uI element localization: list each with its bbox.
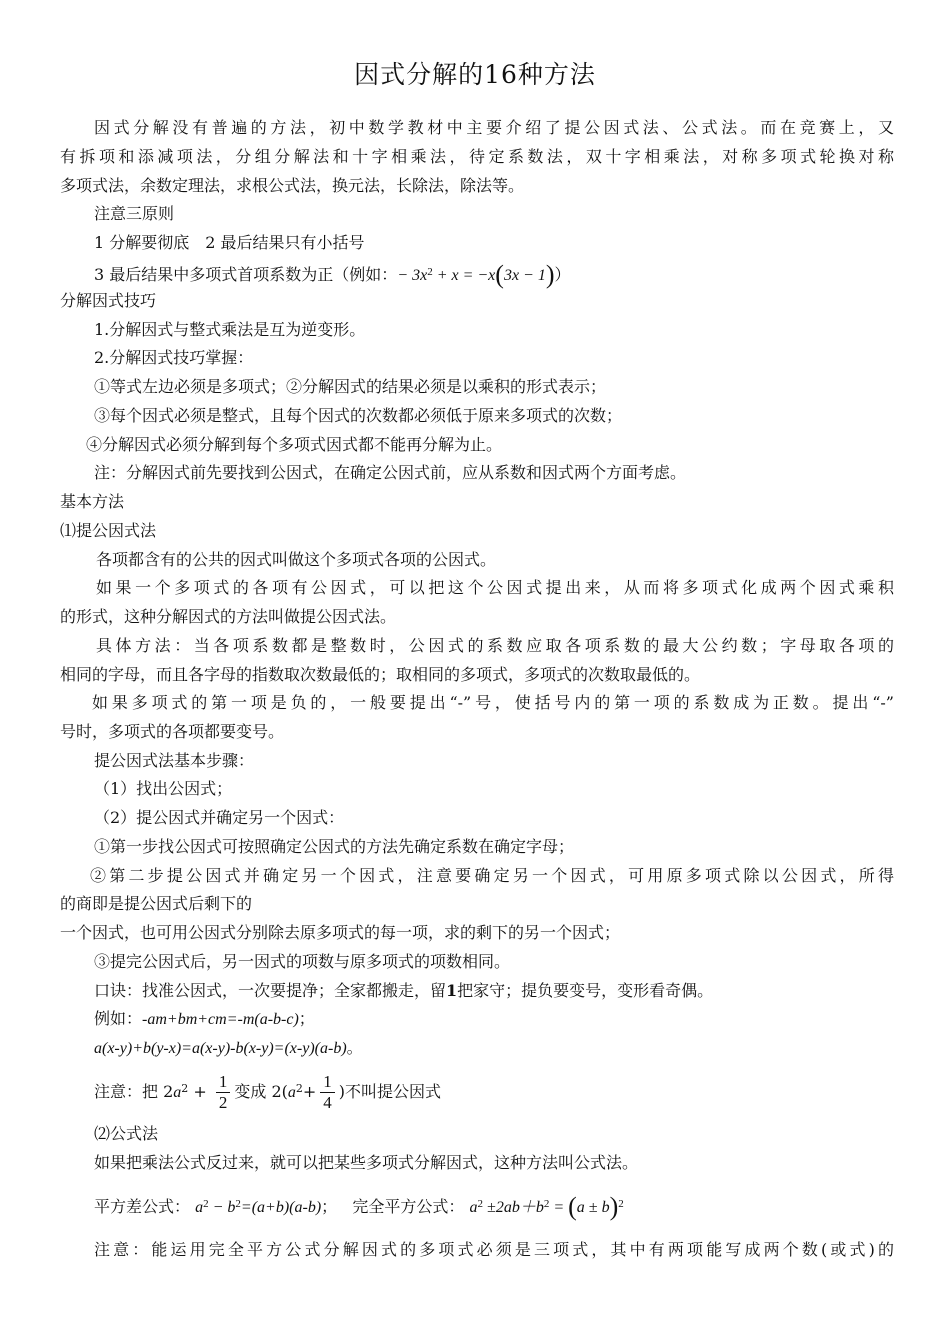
example-formula: − $3x^2 + x = -x(3x - 1)$ xyxy=(397,260,555,289)
method-1-para-2-line-1: 如果一个多项式的各项有公因式，可以把这个公因式提出来，从而将多项式化成两个因式乘积 xyxy=(96,578,894,597)
skill-item-3: ③每个因式必须是整式，且每个因式的次数都必须低于原来多项式的次数； xyxy=(94,406,623,425)
principles-1-2: 1 分解要彻底 2 最后结果只有小括号 xyxy=(94,233,365,252)
method-1-heading: ⑴提公因式法 xyxy=(60,521,157,540)
method-1-para-4-line-2: 号时，多项式的各项都要变号。 xyxy=(60,722,285,741)
page-title: 因式分解的16种方法 xyxy=(354,60,596,89)
principle-3-text: 3 最后结果中多项式首项系数为正（例如： xyxy=(94,265,398,284)
method-1-step-2a: ①第一步找公因式可按照确定公因式的方法先确定系数在确定字母； xyxy=(94,837,575,856)
method-1-rhyme: 口诀：找准公因式，一次要提净；全家都搬走，留1把家守；提负要变号，变形看奇偶。 xyxy=(94,981,714,1000)
method-1-para-1: 各项都含有的公共的因式叫做这个多项式各项的公因式。 xyxy=(96,550,497,569)
perfect-square: $a^2 \pm 2ab+b^2 = (a \pm b)^2$ xyxy=(469,1192,624,1221)
method-1-step-1: （1）找出公因式； xyxy=(94,779,233,798)
principle-3 xyxy=(94,261,894,287)
method-2-formulas: 平方差公式： $a^2 - b^2=(a+b)(a-b)$； 完全平方公式： $a^2 \pm 2ab+b^2 = (a \pm b)^2$ xyxy=(94,1192,624,1221)
skill-1: 1.分解因式与整式乘法是互为逆变形。 xyxy=(94,320,366,339)
skill-item-1-2: ①等式左边必须是多项式；②分解因式的结果必须是以乘积的形式表示； xyxy=(94,377,607,396)
method-1-para-3-line-2: 相同的字母，而且各字母的指数取次数最低的；取相同的多项式，多项式的次数取最低的。 xyxy=(60,665,701,684)
difference-of-squares: $a^2 - b^2=(a+b)(a-b)$ xyxy=(195,1198,322,1216)
intro-line-1: 因式分解没有普遍的方法，初中数学教材中主要介绍了提公因式法、公式法。而在竞赛上，又 xyxy=(94,118,894,137)
skills-heading: 分解因式技巧 xyxy=(60,291,157,310)
method-2-heading: ⑵公式法 xyxy=(94,1124,159,1143)
method-1-note: 注意：把 $2a^2$ + $\frac{1}{2}$ 变成 $2(a^2+$ $\frac{1}{4}$ )不叫提公因式 xyxy=(94,1072,442,1112)
method-1-step-2b-line-3: 一个因式，也可用公因式分别除去原多项式的每一项，求的剩下的另一个因式； xyxy=(60,923,621,942)
principles-heading: 注意三原则 xyxy=(94,204,175,223)
method-1-steps-heading: 提公因式法基本步骤： xyxy=(94,751,255,770)
method-1-para-3-line-1: 具体方法：当各项系数都是整数时，公因式的系数应取各项系数的最大公约数；字母取各项的 xyxy=(96,636,894,655)
method-1-step-2b-line-2: 的商即是提公因式后剩下的 xyxy=(60,894,253,913)
method-1-example-2: a(x-y)+b(y-x)=a(x-y)-b(x-y)=(x-y)(a-b)。 xyxy=(94,1038,363,1057)
principle-3-close: ） xyxy=(554,265,571,284)
intro-line-3: 多项式法，余数定理法，求根公式法，换元法，长除法，除法等。 xyxy=(60,176,525,195)
method-1-step-2c: ③提完公因式后，另一因式的项数与原多项式的项数相同。 xyxy=(94,952,511,971)
fraction-one-quarter: $\frac{1}{4}$ xyxy=(320,1072,335,1113)
method-1-example-1: 例如：-am+bm+cm=-m(a-b-c)； xyxy=(94,1009,315,1028)
intro-line-2: 有拆项和添减项法，分组分解法和十字相乘法，待定系数法，双十字相乘法，对称多项式轮换对称 xyxy=(60,147,894,166)
method-2-para-1: 如果把乘法公式反过来，就可以把某些多项式分解因式，这种方法叫公式法。 xyxy=(94,1153,639,1172)
skill-2: 2.分解因式技巧掌握： xyxy=(94,348,254,367)
method-1-para-2-line-2: 的形式，这种分解因式的方法叫做提公因式法。 xyxy=(60,607,397,626)
method-1-para-4-line-1: 如果多项式的第一项是负的，一般要提出“-”号，使括号内的第一项的系数成为正数。提出“-” xyxy=(92,693,894,712)
fraction-one-half: $\frac{1}{2}$ xyxy=(216,1072,231,1113)
skill-item-4: ④分解因式必须分解到每个多项式因式都不能再分解为止。 xyxy=(86,435,503,454)
method-1-step-2b-line-1: ②第二步提公因式并确定另一个因式，注意要确定另一个因式，可用原多项式除以公因式，所得 xyxy=(90,866,894,885)
method-1-step-2: （2）提公因式并确定另一个因式： xyxy=(94,808,345,827)
skill-note: 注：分解因式前先要找到公因式，在确定公因式前，应从系数和因式两个方面考虑。 xyxy=(94,463,687,482)
method-2-note: 注意：能运用完全平方公式分解因式的多项式必须是三项式，其中有两项能写成两个数(或式)的 xyxy=(94,1240,894,1259)
basic-methods-heading: 基本方法 xyxy=(60,492,125,511)
